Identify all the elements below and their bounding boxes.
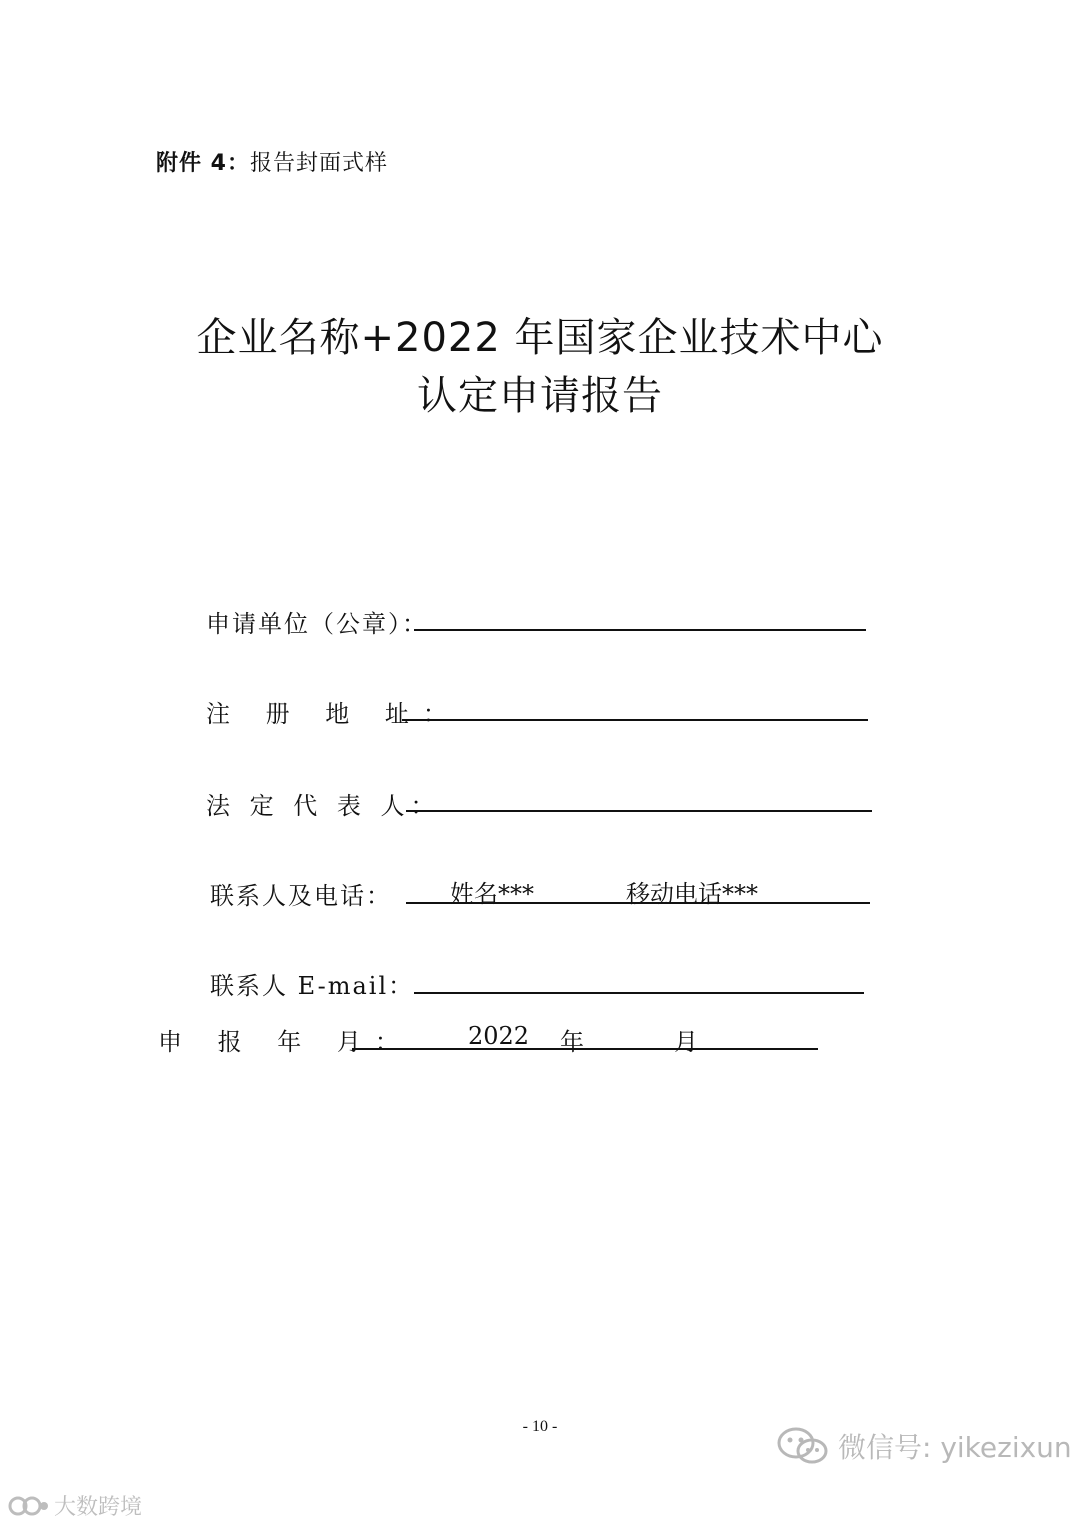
contact-label: 联系人及电话： xyxy=(210,882,392,910)
report-title-line-2: 认定申请报告 xyxy=(417,373,663,419)
brand-watermark-text: 大数跨境 xyxy=(54,1495,143,1520)
date-year: 2022 xyxy=(468,1022,530,1050)
brand-watermark xyxy=(8,1490,142,1521)
address-line xyxy=(402,719,868,721)
date-line xyxy=(352,1048,818,1050)
applicant-label: 申请单位（公章）： xyxy=(206,610,428,638)
contact-phone: 移动电话*** xyxy=(626,880,758,908)
address-label: 注 册 地 址： xyxy=(206,700,461,728)
applicant-line xyxy=(414,629,866,631)
wechat-icon xyxy=(776,1426,830,1466)
wechat-watermark-text: 微信号: yikezixun xyxy=(838,1431,1072,1464)
page-number: - 10 - xyxy=(522,1418,558,1435)
email-line xyxy=(414,992,864,994)
date-year-unit: 年 xyxy=(560,1028,584,1056)
annex-prefix: 附件 4： xyxy=(156,151,250,176)
contact-name: 姓名*** xyxy=(450,880,534,908)
email-label: 联系人 E-mail： xyxy=(210,972,415,1000)
wechat-watermark xyxy=(776,1426,1072,1466)
annex-title: 报告封面式样 xyxy=(249,151,388,176)
legal-rep-line xyxy=(406,810,872,812)
legal-rep-label: 法 定 代 表 人： xyxy=(206,792,441,820)
date-label: 申 报 年 月： xyxy=(158,1028,413,1056)
report-title-line-1: 企业名称+2022 年国家企业技术中心 xyxy=(196,315,884,361)
logo-mark-icon xyxy=(8,1491,50,1521)
date-month-unit: 月 xyxy=(674,1028,698,1056)
annex-heading xyxy=(156,146,388,177)
